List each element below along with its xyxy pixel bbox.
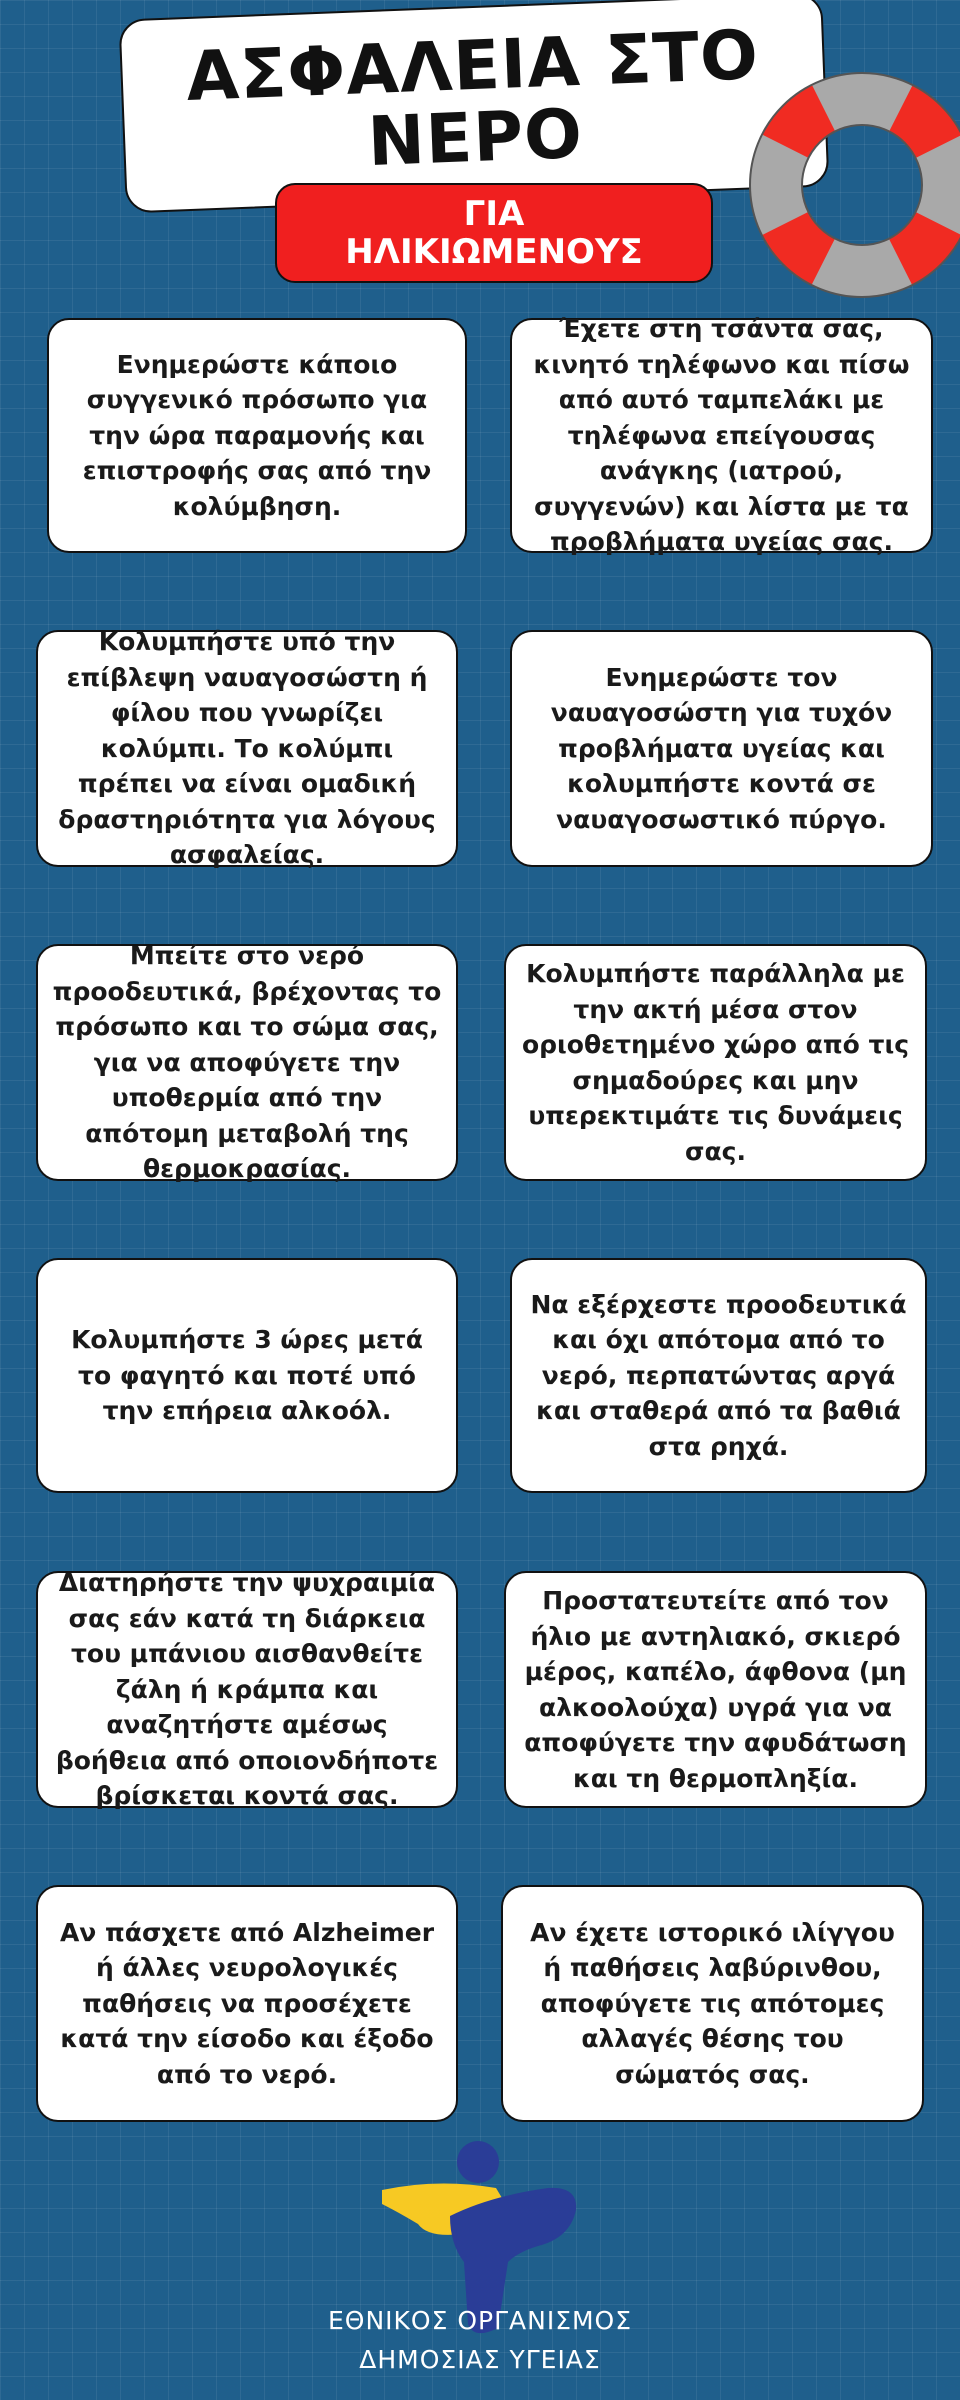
tip-text-6: Κολυμπήστε παράλληλα με την ακτή μέσα στον οριοθετημένο χώρο από τις σημαδούρες και μην υπερεκτιμάτε τις δυνάμεις σας. [521,959,910,1166]
tip-text-4: Ενημερώστε τον ναυαγοσώστη για τυχόν προβλήματα υγείας και κολυμπήστε κοντά σε ναυαγοσωστικό πύργο. [550,662,893,834]
tip-text-11: Αν πάσχετε από Alzheimer ή άλλες νευρολογικές παθήσεις να προσέχετε κατά την είσοδο και έξοδο από το νερό. [59,1917,435,2089]
tip-text-8: Να εξέρχεστε προοδευτικά και όχι απότομα από το νερό, περπατώντας αργά και σταθερά από τα βαθιά στα ρηχά. [530,1289,907,1461]
tip-text-12: Αν έχετε ιστορικό ιλίγγου ή παθήσεις λαβύρινθου, αποφύγετε τις απότομες αλλαγές θέσης του σώματός σας. [530,1917,895,2089]
tip-card-2 [510,314,933,557]
tip-card-11 [36,1885,458,2122]
tip-text-5: Μπείτε στο νερό προοδευτικά, βρέχοντας το πρόσωπο και το σώμα σας, για να αποφύγετε την υποθερμία από την απότομη μεταβολή της θερμοκρασίας. [52,941,442,1184]
tip-card-4 [510,630,933,867]
tip-card-7 [36,1258,458,1493]
subtitle-badge [275,183,713,283]
lifebuoy-icon [742,65,960,305]
tip-text-3: Κολυμπήστε υπό την επίβλεψη ναυαγοσώστη ή φίλου που γνωρίζει κολύμπι. Το κολύμπι πρέπει να είναι ομαδική δραστηριότητα για λόγους ασφαλείας. [58,627,436,870]
tip-card-5 [36,941,458,1184]
title-line-2: ΝΕΡΟ [366,94,585,183]
tip-text-7: Κολυμπήστε 3 ώρες μετά το φαγητό και ποτέ υπό την επήρεια αλκοόλ. [71,1325,423,1426]
subtitle-line-2: ΗΛΙΚΙΩΜΕΝΟΥΣ [345,232,643,272]
subtitle-line-1: ΓΙΑ [463,193,525,234]
tip-card-12 [501,1885,924,2122]
org-name-line-2: ΔΗΜΟΣΙΑΣ ΥΓΕΙΑΣ [359,2345,601,2374]
tip-card-3 [36,627,458,870]
tip-card-10 [504,1571,927,1808]
tip-text-9: Διατηρήστε την ψυχραιμία σας εάν κατά τη διάρκεια του μπάνιου αισθανθείτε ζάλη ή κράμπα και αναζητήστε αμέσως βοήθεια από οποιονδήποτε βρίσκεται κοντά σας. [55,1568,439,1811]
tip-card-6 [504,944,927,1181]
tip-text-10: Προστατευτείτε από τον ήλιο με αντηλιακό, σκιερό μέρος, καπέλο, άφθονα (μη αλκοολούχα) υγρά για να αποφύγετε την αφυδάτωση και τη θερμοπληξία. [524,1586,907,1793]
title-card [119,0,830,213]
tip-text-1: Ενημερώστε κάποιο συγγενικό πρόσωπο για την ώρα παραμονής και επιστροφής σας από την κολύμβηση. [82,349,432,521]
tip-text-2: Έχετε στη τσάντα σας, κινητό τηλέφωνο και πίσω από αυτό ταμπελάκι με τηλέφωνα επείγουσας ανάγκης (ιατρού, συγγενών) και λίστα με τα προβλήματα υγείας σας. [533,314,910,557]
tip-card-8 [510,1258,927,1493]
tip-card-9 [36,1568,458,1811]
tip-card-1 [47,318,467,553]
org-name-line-1: ΕΘΝΙΚΟΣ ΟΡΓΑΝΙΣΜΟΣ [327,2306,633,2335]
title-line-1: ΑΣΦΑΛΕΙΑ ΣΤΟ [184,15,761,117]
